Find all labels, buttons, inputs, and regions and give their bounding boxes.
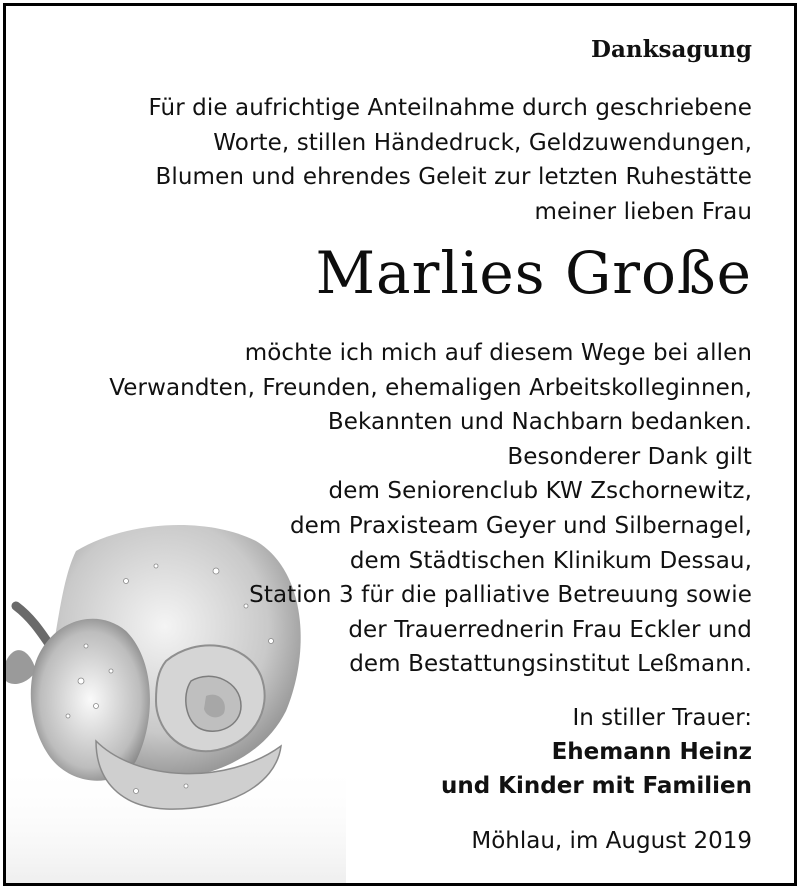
thanks-line: dem Bestattungsinstitut Leßmann. [349,651,752,678]
thanks-line: Station 3 für die palliative Betreuung sowie [249,582,752,609]
obituary-notice [3,3,797,886]
heading: Danksagung [591,36,752,63]
thanks-text [109,336,752,682]
intro-line: Für die aufrichtige Anteilnahme durch geschriebene [148,95,752,121]
intro-text [148,91,752,229]
thanks-line: Verwandten, Freunden, ehemaligen Arbeitskolleginnen, [109,374,752,401]
intro-line: Worte, stillen Händedruck, Geldzuwendungen, [213,129,752,156]
thanks-line: dem Praxisteam Geyer und Silbernagel, [289,512,752,539]
intro-line: Blumen und ehrendes Geleit zur letzten Ruhestätte [155,164,752,191]
signoff-mourner: Ehemann Heinz [551,739,752,765]
thanks-line: der Trauerrednerin Frau Eckler und [348,616,752,643]
thanks-line: Besonderer Dank gilt [507,443,752,470]
thanks-line: möchte ich mich auf diesem Wege bei allen [244,340,752,366]
thanks-line: Bekannten und Nachbarn bedanken. [327,409,752,436]
deceased-name: Marlies Große [315,239,752,307]
signoff [441,701,752,803]
place-date: Möhlau, im August 2019 [471,828,752,854]
signoff-intro: In stiller Trauer: [572,705,752,731]
thanks-line: dem Seniorenclub KW Zschornewitz, [328,478,752,505]
thanks-line: dem Städtischen Klinikum Dessau, [349,547,752,574]
intro-line: meiner lieben Frau [534,198,752,225]
signoff-family: und Kinder mit Familien [440,773,752,799]
